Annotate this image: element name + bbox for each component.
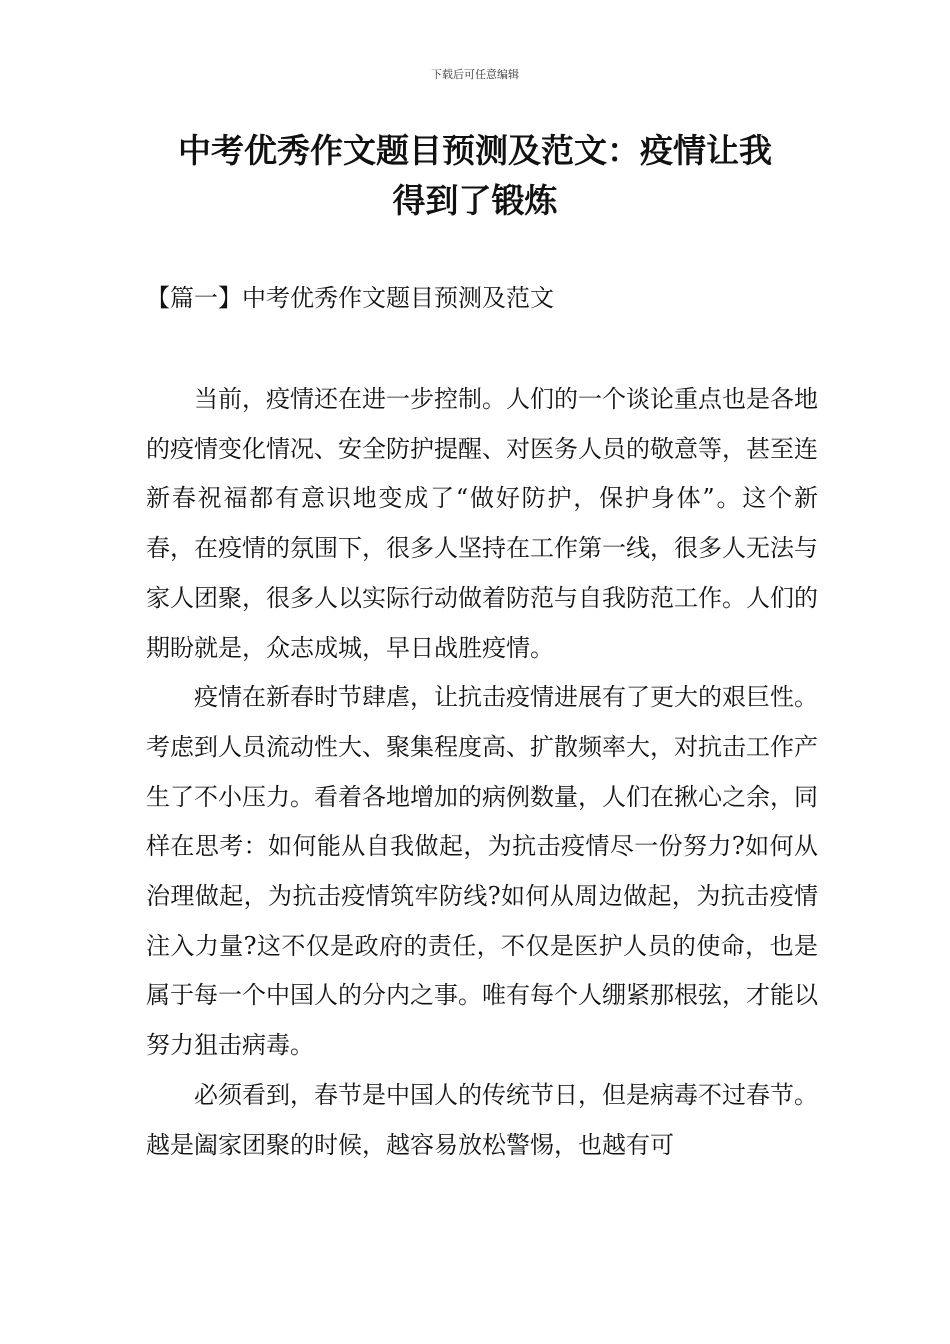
section-heading: 【篇一】中考优秀作文题目预测及范文 [146,284,554,312]
paragraph-2: 疫情在新春时节肆虐，让抗击疫情进展有了更大的艰巨性。考虑到人员流动性大、聚集程度高、扩散频率大，对抗击工作产生了不小压力。看着各地增加的病例数量，人们在揪心之余，同样在思考：如何能从自我做起，为抗击疫情尽一份努力?如何从治理做起，为抗击疫情筑牢防线?如何从周边做起，为抗击疫情注入力量?这不仅是政府的责任，不仅是医护人员的使命，也是属于每一个中国人的分内之事。唯有每个人绷紧那根弦，才能以努力狙击病毒。 [146,683,818,1060]
paragraph-3: 必须看到，春节是中国人的传统节日，但是病毒不过春节。越是阖家团聚的时候，越容易放松警惕，也越有可 [146,1080,818,1159]
document-title [140,126,810,226]
body-text [146,375,818,1170]
title-line-1: 中考优秀作文题目预测及范文：疫情让我 [178,131,772,170]
header-note: 下载后可任意编辑 [431,68,519,81]
title-line-2: 得到了锻炼 [392,181,558,220]
paragraph-1: 当前，疫情还在进一步控制。人们的一个谈论重点也是各地的疫情变化情况、安全防护提醒、对医务人员的敬意等，甚至连新春祝福都有意识地变成了“做好防护，保护身体”。这个新春，在疫情的氛围下，很多人坚持在工作第一线，很多人无法与家人团聚，很多人以实际行动做着防范与自我防范工作。人们的期盼就是，众志成城，早日战胜疫情。 [146,385,818,662]
